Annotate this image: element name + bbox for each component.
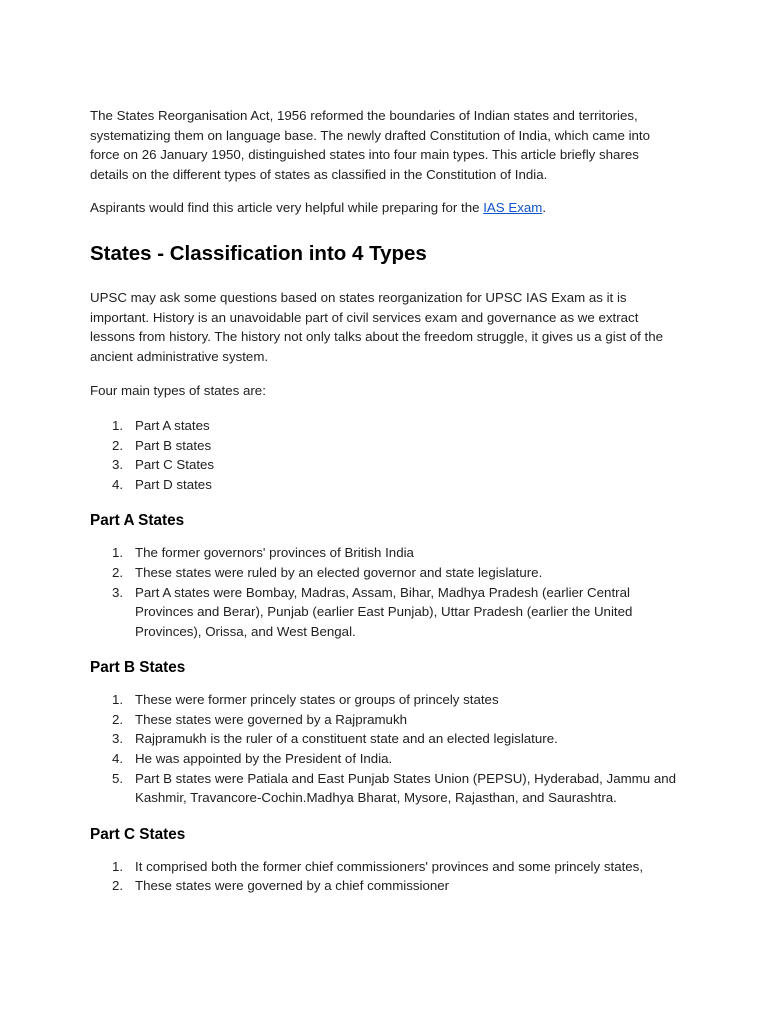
list-number: 2. [112,878,124,894]
list-item-text: Part C States [135,457,215,473]
list-item [90,710,680,730]
four-types-intro: Four main types of states are: [90,383,266,399]
list-number: 5. [112,770,124,786]
list-number: 3. [112,584,124,600]
part-c-heading: Part C States [90,825,186,843]
part-b-heading: Part B States [90,659,186,677]
list-item [90,455,680,475]
list-item-text: Part A states were Bombay, Madras, Assam, Bihar, Madhya Pradesh (earlier Central Provinces and Berar), Punjab (earlier East Punjab), Uttar Pradesh (earlier the United Provinces), Orissa, and West Bengal. [135,584,633,639]
list-item-text: These were former princely states or groups of princely states [135,692,499,708]
list-number: 1. [112,692,124,708]
list-item [90,416,680,436]
list-number: 3. [112,457,124,473]
list-item-text: Part A states [135,417,210,433]
aspirants-text: Aspirants would find this article very helpful while preparing for the [90,200,484,216]
list-item-text: Part D states [135,476,212,492]
list-item-text: Part B states were Patiala and East Punjab States Union (PEPSU), Hyderabad, Jammu and Kashmir, Travancore-Cochin.Madhya Bharat, Mysore, Rajasthan, and Saurashtra. [135,770,677,806]
intro-paragraph: The States Reorganisation Act, 1956 reformed the boundaries of Indian states and territories, systematizing them on language base. The newly drafted Constitution of India, which came into force on 26 January 1950, distinguished states into four main types. This article briefly shares details on the different types of states as classified in the Constitution of India. [90,108,651,182]
list-item [90,690,680,710]
list-item [90,876,680,896]
part-a-list [90,543,680,641]
upsc-paragraph: UPSC may ask some questions based on states reorganization for UPSC IAS Exam as it is important. History is an unavoidable part of civil services exam and governance as we extract lessons from history. The history not only talks about the freedom struggle, it gives us a gist of the ancient administrative system. [90,289,664,364]
types-list [90,416,680,494]
list-item [90,857,680,877]
list-item-text: These states were ruled by an elected governor and state legislature. [135,564,543,580]
list-item [90,475,680,495]
list-item-text: It comprised both the former chief commissioners' provinces and some princely states, [135,858,644,874]
list-item-text: Rajpramukh is the ruler of a constituent state and an elected legislature. [135,731,558,747]
list-item-text: He was appointed by the President of India. [135,751,393,767]
list-number: 1. [112,417,124,433]
list-item [90,749,680,769]
list-number: 1. [112,545,124,561]
ias-exam-link[interactable]: IAS Exam [483,200,543,216]
list-item [90,436,680,456]
aspirants-paragraph [90,198,680,218]
part-a-heading: Part A States [90,512,185,530]
part-c-list [90,857,680,896]
list-item-text: These states were governed by a Rajpramukh [135,711,407,727]
main-heading: States - Classification into 4 Types [90,241,427,265]
list-item-text: Part B states [135,437,212,453]
document-page [90,106,680,896]
list-item [90,769,680,808]
list-number: 3. [112,731,124,747]
list-number: 2. [112,437,124,453]
list-item-text: The former governors' provinces of British India [135,545,414,561]
part-b-list [90,690,680,808]
list-number: 2. [112,711,124,727]
list-number: 2. [112,564,124,580]
list-number: 4. [112,751,124,767]
aspirants-text-end: . [542,200,547,216]
list-item [90,583,680,642]
list-number: 1. [112,858,124,874]
list-item [90,563,680,583]
list-item-text: These states were governed by a chief commissioner [135,878,450,894]
list-item [90,543,680,563]
list-number: 4. [112,476,124,492]
list-item [90,729,680,749]
